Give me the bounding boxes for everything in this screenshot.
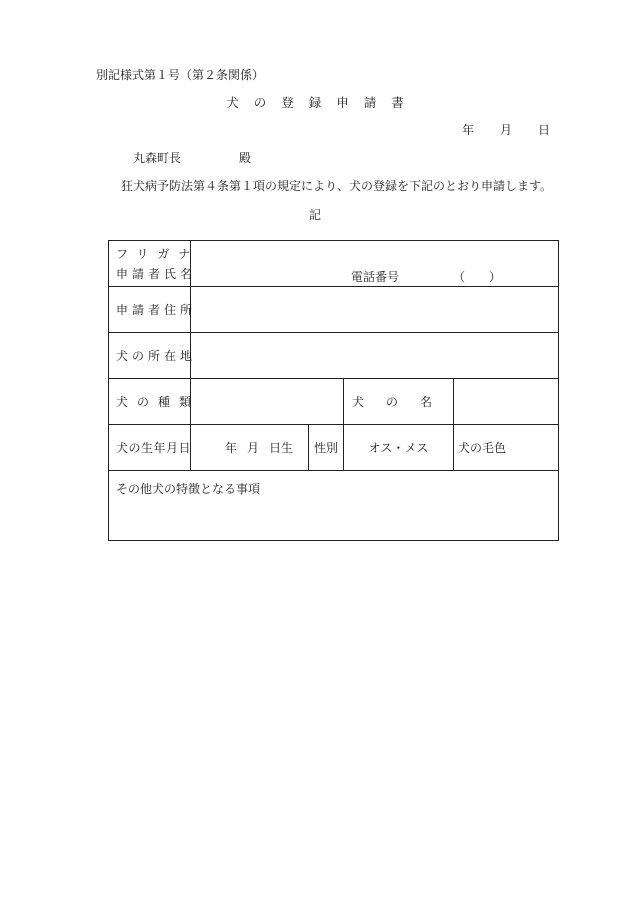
birth-year-unit: 年 <box>224 441 237 455</box>
document-title: 犬の登録申請書 <box>226 95 419 110</box>
dog-breed-field[interactable] <box>191 379 344 425</box>
other-features-field[interactable] <box>109 471 559 541</box>
phone-field[interactable]: （ ） <box>453 270 502 284</box>
dog-name-field[interactable] <box>454 379 559 425</box>
dog-birth-label: 犬の生年月日 <box>109 425 191 471</box>
phone-number <box>351 268 501 285</box>
addressee <box>133 152 251 164</box>
dog-name-label-2: の <box>386 395 399 409</box>
birth-month-unit: 月 <box>246 441 259 455</box>
form-reference: 別記様式第１号（第２条関係） <box>96 68 265 82</box>
ki-marker: 記 <box>308 208 321 222</box>
dog-location-label: 犬の所在地 <box>109 333 191 379</box>
birth-row <box>109 425 559 471</box>
address-row <box>109 287 559 333</box>
phone-label: 電話番号 <box>351 270 400 284</box>
applicant-address-label: 申請者住所 <box>109 287 191 333</box>
location-row <box>109 333 559 379</box>
application-table <box>108 240 559 541</box>
date-line <box>462 124 550 136</box>
birth-day-unit: 日生 <box>269 441 294 455</box>
coat-color-cell[interactable] <box>454 425 559 471</box>
applicant-name-label: 申請者氏名 <box>116 266 197 281</box>
addressee-honorific: 殿 <box>239 151 252 165</box>
date-month-label: 月 <box>500 123 513 137</box>
breed-row <box>109 379 559 425</box>
other-features-label: その他犬の特徴となる事項 <box>116 482 261 496</box>
furigana-label: フリガナ <box>116 246 200 261</box>
name-label-cell <box>109 241 200 287</box>
other-row <box>109 471 559 541</box>
birth-date-field[interactable] <box>191 425 309 471</box>
applicant-address-field[interactable] <box>191 287 559 333</box>
sex-options[interactable]: オス・メス <box>344 425 454 471</box>
applicant-name-field[interactable] <box>191 241 559 287</box>
dog-name-label-1: 犬 <box>352 395 365 409</box>
name-row <box>109 241 559 287</box>
addressee-name: 丸森町長 <box>133 151 182 165</box>
sex-label: 性別 <box>309 425 344 471</box>
dog-location-field[interactable] <box>191 333 559 379</box>
date-day-label: 日 <box>538 123 551 137</box>
date-year-label: 年 <box>462 123 475 137</box>
dog-name-label-3: 名 <box>420 395 433 409</box>
dog-name-label <box>344 379 454 425</box>
body-text: 狂犬病予防法第４条第１項の規定により、犬の登録を下記のとおり申請します。 <box>121 179 553 193</box>
dog-breed-label: 犬の種類 <box>109 379 191 425</box>
coat-color-label: 犬の毛色 <box>458 441 507 455</box>
